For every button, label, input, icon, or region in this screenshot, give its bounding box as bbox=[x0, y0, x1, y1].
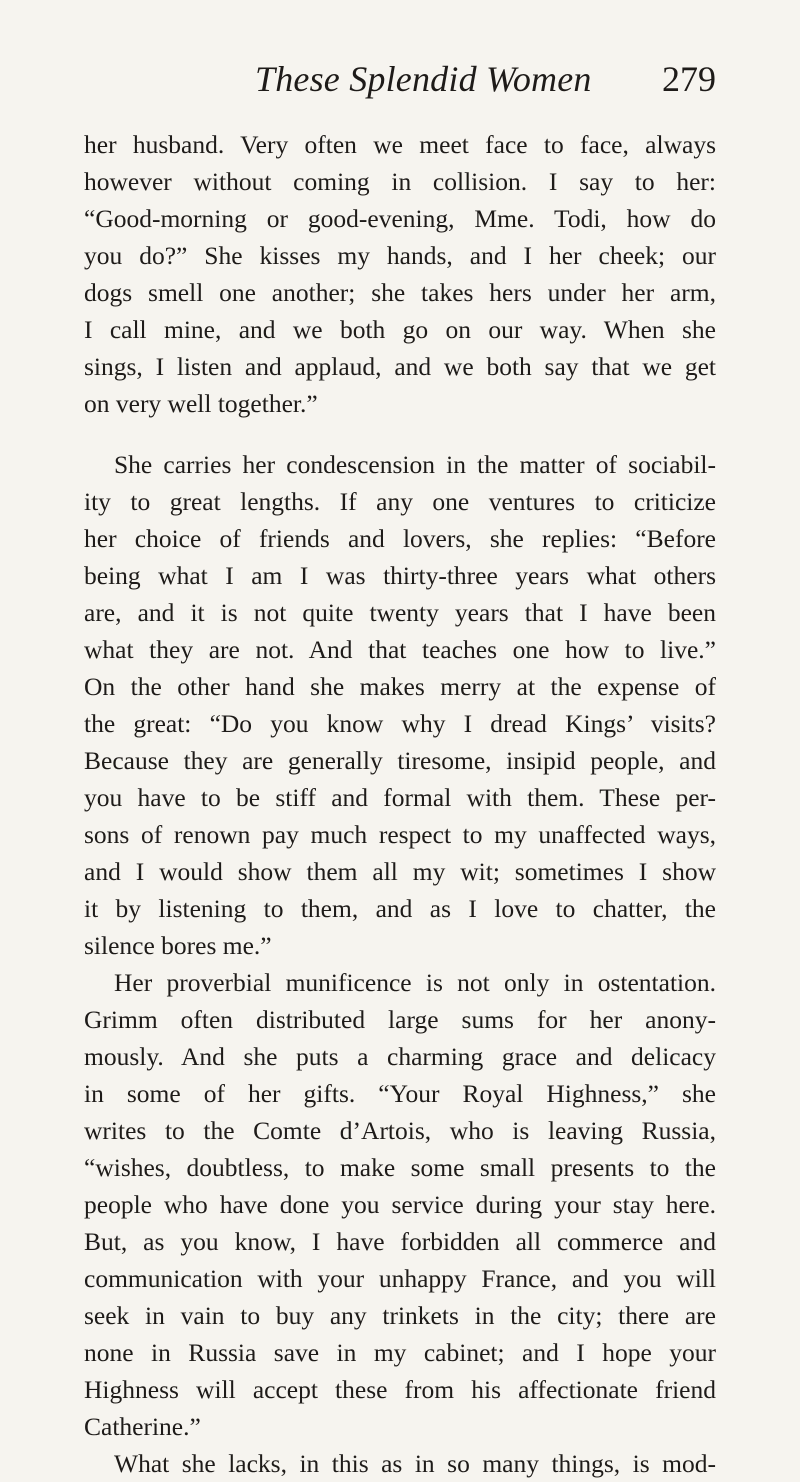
text-line: none in Russia save in my cabinet; and I hope your bbox=[84, 1338, 716, 1367]
text-line: Grimm often distributed large sums for her anony- bbox=[84, 1005, 716, 1034]
text-line: On the other hand she makes merry at the expense of bbox=[84, 672, 716, 701]
running-head bbox=[0, 58, 800, 108]
text-line: “wishes, doubtless, to make some small presents to the bbox=[84, 1153, 716, 1182]
text-line: mously. And she puts a charming grace and delicacy bbox=[84, 1042, 716, 1071]
text-line: in some of her gifts. “Your Royal Highness,” she bbox=[84, 1079, 716, 1108]
body-text bbox=[84, 126, 716, 1482]
text-line: and I would show them all my wit; sometimes I show bbox=[84, 857, 716, 886]
text-line: you have to be stiff and formal with them. These per- bbox=[84, 783, 716, 812]
text-line: communication with your unhappy France, and you will bbox=[84, 1264, 716, 1293]
text-line: dogs smell one another; she takes hers under her arm, bbox=[84, 278, 716, 307]
text-line: I call mine, and we both go on our way. When she bbox=[84, 315, 716, 344]
text-line: sings, I listen and applaud, and we both say that we get bbox=[84, 352, 716, 381]
text-line: Because they are generally tiresome, insipid people, and bbox=[84, 746, 716, 775]
text-line: Her proverbial munificence is not only in ostentation. bbox=[114, 968, 716, 997]
text-line: “Good-morning or good-evening, Mme. Todi, how do bbox=[84, 204, 716, 233]
paragraph-gap bbox=[84, 422, 716, 446]
text-line: sons of renown pay much respect to my unaffected ways, bbox=[84, 820, 716, 849]
text-line: ity to great lengths. If any one ventures to criticize bbox=[84, 487, 716, 516]
paragraph bbox=[84, 126, 716, 422]
text-line: Highness will accept these from his affectionate friend bbox=[84, 1375, 716, 1404]
text-line: being what I am I was thirty-three years what others bbox=[84, 561, 716, 590]
text-line: it by listening to them, and as I love to chatter, the bbox=[84, 894, 716, 923]
text-line: her husband. Very often we meet face to face, always bbox=[84, 130, 716, 159]
paragraph bbox=[84, 964, 716, 1445]
page-number: 279 bbox=[662, 59, 716, 99]
text-line: you do?” She kisses my hands, and I her cheek; our bbox=[84, 241, 716, 270]
text-line: But, as you know, I have forbidden all commerce and bbox=[84, 1227, 716, 1256]
text-line: silence bores me.” bbox=[84, 931, 272, 960]
text-line: the great: “Do you know why I dread Kings’ visits? bbox=[84, 709, 716, 738]
text-line: She carries her condescension in the matter of sociabil- bbox=[114, 450, 716, 479]
text-line: people who have done you service during your stay here. bbox=[84, 1190, 716, 1219]
text-line: writes to the Comte d’Artois, who is leaving Russia, bbox=[84, 1116, 716, 1145]
text-line: seek in vain to buy any trinkets in the city; there are bbox=[84, 1301, 716, 1330]
text-line: however without coming in collision. I say to her: bbox=[84, 167, 716, 196]
text-line: are, and it is not quite twenty years that I have been bbox=[84, 598, 716, 627]
paragraph bbox=[84, 446, 716, 964]
text-line: Catherine.” bbox=[84, 1412, 201, 1441]
text-line: What she lacks, in this as in so many things, is mod- bbox=[114, 1449, 716, 1478]
text-line: what they are not. And that teaches one how to live.” bbox=[84, 635, 716, 664]
text-line: on very well together.” bbox=[84, 389, 318, 418]
paragraph bbox=[84, 1445, 716, 1482]
text-line: her choice of friends and lovers, she replies: “Before bbox=[84, 524, 716, 553]
running-title: These Splendid Women bbox=[255, 59, 592, 99]
